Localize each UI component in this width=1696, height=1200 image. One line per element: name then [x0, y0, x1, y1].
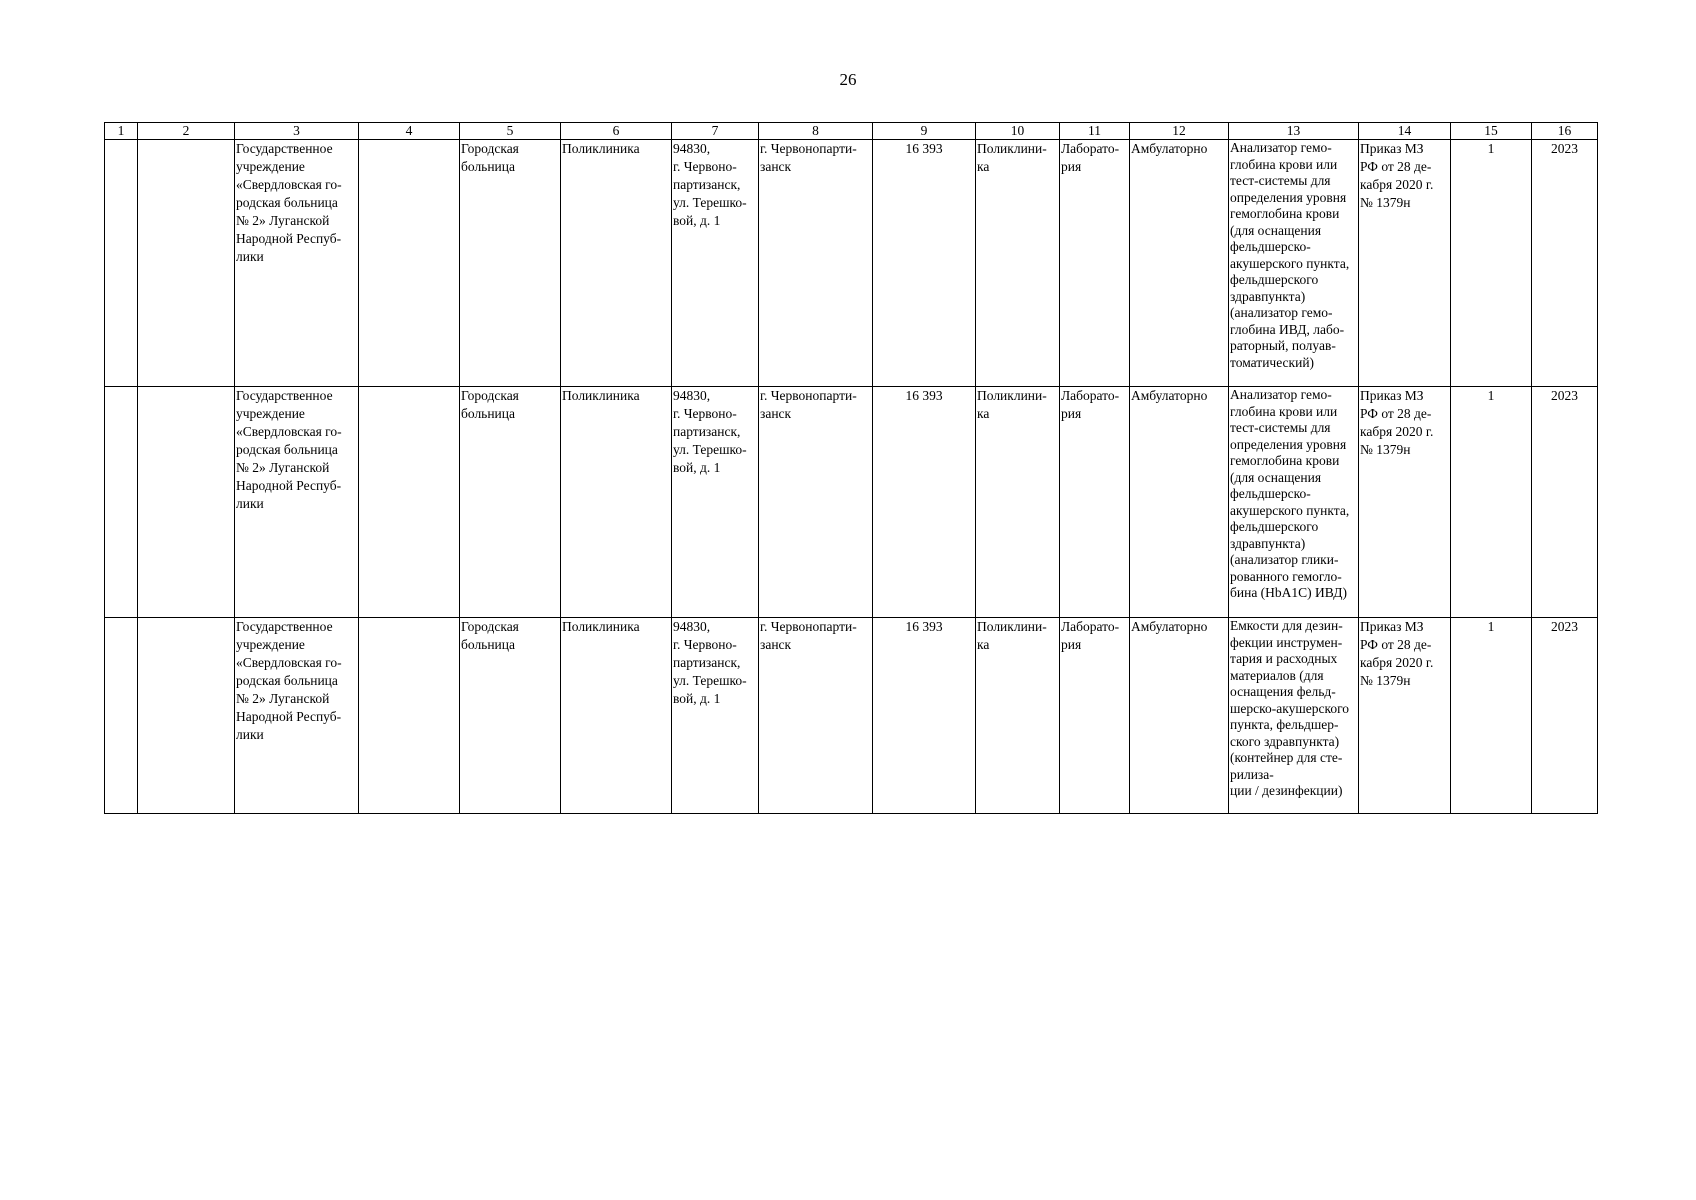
column-header: 8: [759, 123, 873, 140]
cell-care-form: Амбулаторно: [1130, 140, 1229, 387]
cell-organization: Государственное учреждение «Свердловская го- родская больница № 2» Луганской Народной Респуб- лики: [235, 387, 359, 618]
cell-quantity: 1: [1451, 140, 1532, 387]
column-number-row: [105, 123, 1598, 140]
table-row: [105, 387, 1598, 618]
table-row: [105, 140, 1598, 387]
cell-population: 16 393: [873, 140, 976, 387]
column-header: 5: [460, 123, 561, 140]
cell-department: Лаборато- рия: [1060, 387, 1130, 618]
cell-equipment: Анализатор гемо- глобина крови или тест-системы для определения уровня гемоглобина крови (для оснащения фельдшерско- акушерского пункта, фельдшерского здравпункта) (анализатор глики- рованного гемогло- бина (HbA1C) ИВД): [1229, 387, 1359, 618]
cell-department: Лаборато- рия: [1060, 140, 1130, 387]
column-header: 9: [873, 123, 976, 140]
cell-equipment: Емкости для дезин- фекции инструмен- тария и расходных материалов (для оснащения фельд- шерско-акушерского пункта, фельдшер- ского здравпункта) (контейнер для сте- рилиза- ции / дезинфекции): [1229, 618, 1359, 814]
cell-code: [138, 140, 235, 387]
cell-address: 94830, г. Червоно- партизанск, ул. Терешко- вой, д. 1: [672, 618, 759, 814]
column-header: 13: [1229, 123, 1359, 140]
cell-index: [105, 387, 138, 618]
cell-order: Приказ МЗ РФ от 28 де- кабря 2020 г. № 1379н: [1359, 140, 1451, 387]
cell-care-form: Амбулаторно: [1130, 618, 1229, 814]
cell-col4: [359, 387, 460, 618]
cell-facility-type: Городская больница: [460, 387, 561, 618]
cell-quantity: 1: [1451, 387, 1532, 618]
cell-subdivision: Поликлини- ка: [976, 387, 1060, 618]
cell-equipment: Анализатор гемо- глобина крови или тест-системы для определения уровня гемоглобина крови (для оснащения фельдшерско- акушерского пункта, фельдшерского здравпункта) (анализатор гемо- глобина ИВД, лабо- раторный, полуав- томатический): [1229, 140, 1359, 387]
cell-order: Приказ МЗ РФ от 28 де- кабря 2020 г. № 1379н: [1359, 618, 1451, 814]
column-header: 4: [359, 123, 460, 140]
cell-subdivision: Поликлини- ка: [976, 618, 1060, 814]
column-header: 7: [672, 123, 759, 140]
cell-col4: [359, 140, 460, 387]
cell-facility-type: Городская больница: [460, 618, 561, 814]
cell-code: [138, 618, 235, 814]
column-header: 10: [976, 123, 1060, 140]
cell-address: 94830, г. Червоно- партизанск, ул. Терешко- вой, д. 1: [672, 140, 759, 387]
cell-population: 16 393: [873, 618, 976, 814]
cell-organization: Государственное учреждение «Свердловская го- родская больница № 2» Луганской Народной Респуб- лики: [235, 618, 359, 814]
cell-population: 16 393: [873, 387, 976, 618]
cell-locality: г. Червонопарти- занск: [759, 618, 873, 814]
cell-order: Приказ МЗ РФ от 28 де- кабря 2020 г. № 1379н: [1359, 387, 1451, 618]
column-header: 2: [138, 123, 235, 140]
column-header: 14: [1359, 123, 1451, 140]
cell-index: [105, 140, 138, 387]
cell-unit: Поликлиника: [561, 618, 672, 814]
cell-index: [105, 618, 138, 814]
cell-department: Лаборато- рия: [1060, 618, 1130, 814]
cell-organization: Государственное учреждение «Свердловская го- родская больница № 2» Луганской Народной Респуб- лики: [235, 140, 359, 387]
cell-locality: г. Червонопарти- занск: [759, 387, 873, 618]
cell-year: 2023: [1532, 387, 1598, 618]
cell-year: 2023: [1532, 140, 1598, 387]
cell-care-form: Амбулаторно: [1130, 387, 1229, 618]
equipment-table: [104, 122, 1598, 814]
column-header: 16: [1532, 123, 1598, 140]
column-header: 15: [1451, 123, 1532, 140]
column-header: 12: [1130, 123, 1229, 140]
table-row: [105, 618, 1598, 814]
cell-col4: [359, 618, 460, 814]
column-header: 6: [561, 123, 672, 140]
cell-facility-type: Городская больница: [460, 140, 561, 387]
column-header: 1: [105, 123, 138, 140]
cell-code: [138, 387, 235, 618]
cell-locality: г. Червонопарти- занск: [759, 140, 873, 387]
column-header: 11: [1060, 123, 1130, 140]
column-header: 3: [235, 123, 359, 140]
cell-unit: Поликлиника: [561, 140, 672, 387]
cell-address: 94830, г. Червоно- партизанск, ул. Терешко- вой, д. 1: [672, 387, 759, 618]
cell-quantity: 1: [1451, 618, 1532, 814]
cell-year: 2023: [1532, 618, 1598, 814]
page-number: 26: [839, 70, 857, 89]
cell-unit: Поликлиника: [561, 387, 672, 618]
cell-subdivision: Поликлини- ка: [976, 140, 1060, 387]
